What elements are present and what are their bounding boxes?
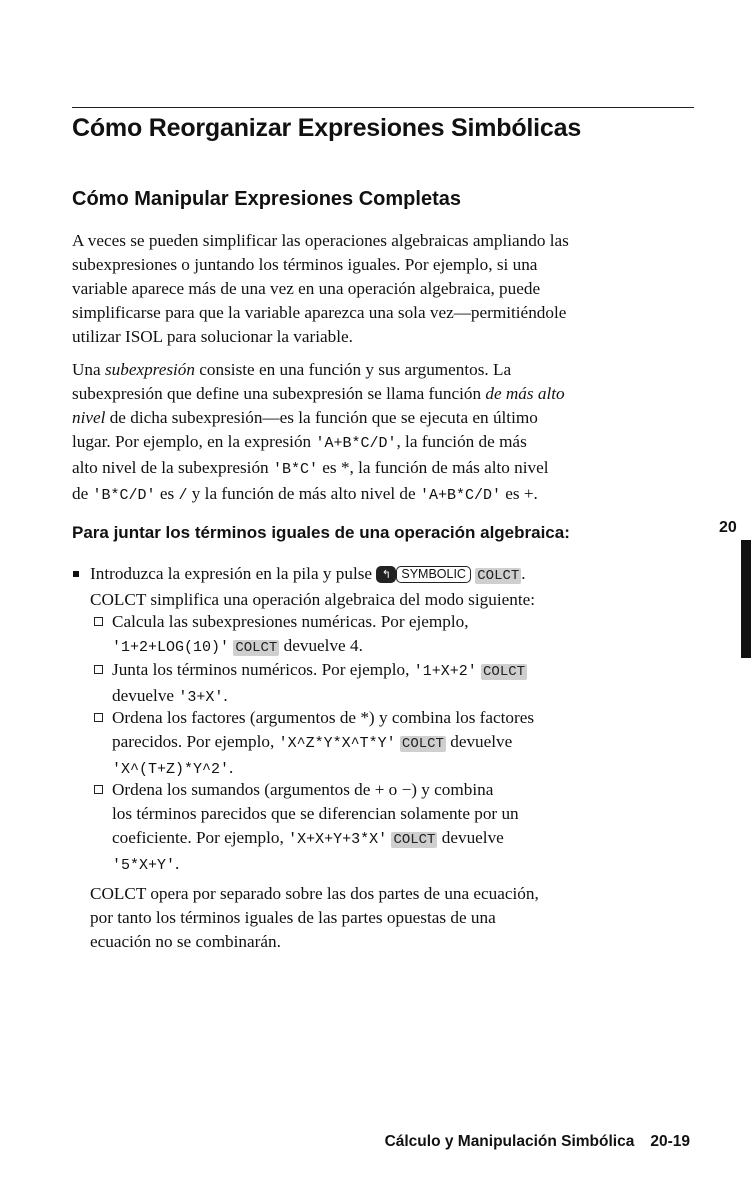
chapter-tab-number: 20	[719, 519, 737, 536]
page-footer	[385, 1133, 690, 1151]
text-line: utilizar ISOL para solucionar la variable.	[72, 327, 353, 346]
code-expression: 'X^(T+Z)*Y^2'	[112, 761, 230, 778]
bullet-icon	[73, 571, 79, 577]
procedure-heading: Para juntar los términos iguales de una operación algebraica:	[72, 523, 570, 542]
text-line: de 'B*C/D' es / y la función de más alto nivel de 'A+B*C/D' es +.	[72, 484, 538, 504]
code-expression: 'X+X+Y+3*X'	[288, 831, 388, 848]
text-line: Ordena los factores (argumentos de *) y combina los factores	[112, 708, 535, 727]
page-title: Cómo Reorganizar Expresiones Simbólicas	[72, 114, 582, 142]
code-expression: 'A+B*C/D'	[315, 435, 397, 452]
text-line: '5*X+Y'.	[112, 854, 180, 874]
text-line: nivel de dicha subexpresión—es la función que se ejecuta en último	[72, 408, 538, 427]
colct-menu-key: COLCT	[393, 832, 436, 848]
text-line: COLCT simplifica una operación algebraica del modo siguiente:	[90, 590, 535, 609]
colct-menu-key: COLCT	[477, 568, 520, 584]
code-expression: '1+X+2'	[413, 663, 477, 680]
text-line: los términos parecidos que se diferencian solamente por un	[112, 804, 519, 823]
text-line: subexpresiones o juntando los términos iguales. Por ejemplo, si una	[72, 255, 538, 274]
checkbox-bullet-icon	[94, 665, 103, 674]
subexpression-paragraph	[72, 358, 702, 508]
code-expression: 'B*C/D'	[92, 487, 156, 504]
text-line: A veces se pueden simplificar las operaciones algebraicas ampliando las	[72, 231, 569, 250]
checkbox-bullet-icon	[94, 785, 103, 794]
checkbox-bullet-icon	[94, 617, 103, 626]
intro-paragraph	[72, 229, 702, 349]
code-expression: /	[178, 487, 188, 504]
procedure-step	[90, 562, 700, 612]
text-line: coeficiente. Por ejemplo, 'X+X+Y+3*X' COLCT devuelve	[112, 828, 504, 848]
page-number: 20-19	[650, 1133, 690, 1150]
text-line: variable aparece más de una vez en una operación algebraica, puede	[72, 279, 541, 298]
code-expression: '3+X'	[178, 689, 224, 706]
text-line: Una subexpresión consiste en una función y sus argumentos. La	[72, 360, 512, 379]
checkbox-bullet-icon	[94, 713, 103, 722]
chapter-tab-bar	[741, 540, 751, 658]
code-expression: '1+2+LOG(10)'	[112, 639, 230, 656]
term-emphasis: nivel	[72, 408, 106, 427]
footer-chapter-title: Cálculo y Manipulación Simbólica	[384, 1133, 635, 1150]
text-line: simplificarse para que la variable aparezca una sola vez—permitiéndole	[72, 303, 567, 322]
text-line: lugar. Por ejemplo, en la expresión 'A+B*C/D', la función de más	[72, 432, 527, 452]
text-line: 'X^(T+Z)*Y^2'.	[112, 758, 234, 778]
subitem-1	[112, 610, 702, 660]
subitem-3	[112, 706, 702, 782]
subitem-4	[112, 778, 702, 878]
text-line: devuelve '3+X'.	[112, 686, 228, 706]
colct-menu-key: COLCT	[483, 664, 526, 680]
colct-menu-key: COLCT	[401, 736, 444, 752]
term-emphasis: subexpresión	[104, 360, 195, 379]
symbolic-key: SYMBOLIC	[396, 566, 471, 583]
text-line: Calcula las subexpresiones numéricas. Por ejemplo,	[112, 612, 469, 631]
text-line: COLCT opera por separado sobre las dos partes de una ecuación,	[90, 884, 539, 903]
code-expression: 'A+B*C/D'	[419, 487, 501, 504]
text-line: '1+2+LOG(10)' COLCT devuelve 4.	[112, 636, 363, 656]
code-expression: '5*X+Y'	[112, 857, 176, 874]
text-line: Ordena los sumandos (argumentos de + o −) y combina	[112, 780, 494, 799]
text-line: Junta los términos numéricos. Por ejemplo, '1+X+2' COLCT	[112, 660, 526, 680]
text-line: ecuación no se combinarán.	[90, 932, 281, 951]
text-line: Introduzca la expresión en la pila y pulse ↰ SYMBOLIC COLCT .	[90, 564, 526, 584]
subitem-2	[112, 658, 702, 710]
text-line: por tanto los términos iguales de las partes opuestas de una	[90, 908, 496, 927]
closing-paragraph	[90, 882, 700, 954]
section-title: Cómo Manipular Expresiones Completas	[72, 188, 461, 210]
code-expression: 'B*C'	[272, 461, 318, 478]
text-line: parecidos. Por ejemplo, 'X^Z*Y*X^T*Y' COLCT devuelve	[112, 732, 513, 752]
top-rule	[72, 107, 694, 108]
text-line: subexpresión que define una subexpresión se llama función de más alto	[72, 384, 565, 403]
text-line: alto nivel de la subexpresión 'B*C' es *, la función de más alto nivel	[72, 458, 549, 478]
term-emphasis: de más alto	[485, 384, 565, 403]
left-shift-key-icon: ↰	[376, 566, 396, 583]
colct-menu-key: COLCT	[235, 640, 278, 656]
code-expression: 'X^Z*Y*X^T*Y'	[278, 735, 396, 752]
